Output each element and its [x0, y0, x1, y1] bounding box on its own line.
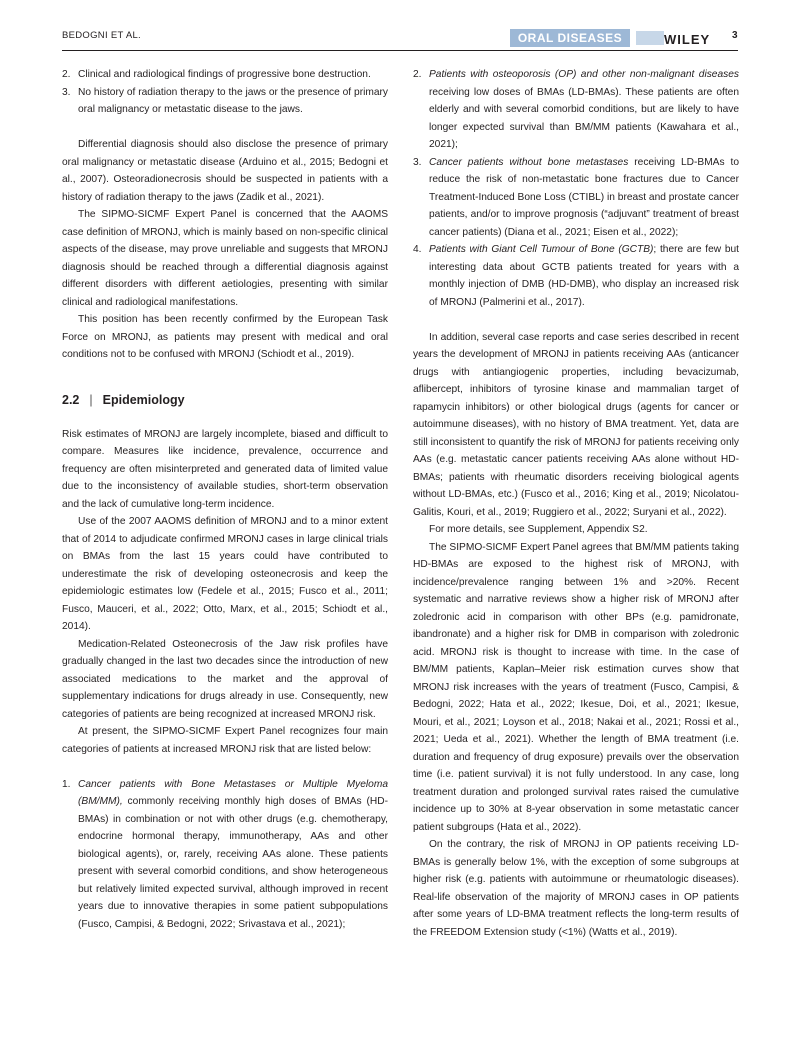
list-item [413, 66, 739, 154]
list-text: No history of radiation therapy to the jaws or the presence of primary oral malignancy or metastatic disease to the jaws. [78, 86, 388, 115]
paragraph: On the contrary, the risk of MRONJ in OP patients receiving LD-BMAs is generally below 1%, with the exception of some subgroups at higher risk (e.g. patients with autoimmune or rheumatologic diseases). Real-life observation of the majority of MRONJ cases in OP patients after some years of LD-BMA treatment reflects the long-term results of the FREEDOM Extension study (<1%) (Watts et al., 2019). [413, 839, 739, 938]
paragraph: In addition, several case reports and case series described in recent years the development of MRONJ in patients receiving AAs (anticancer drugs with antiangiogenic properties, including bevacizumab, aflibercept, inhibitors of tyrosine kinase and mammalian target of rapamycin inhibitors) or other biological drugs (agents for cancer or autoimmune diseases), with no history of BMA treatment. Yet, data are still inconsistent to quantify the risk of MRONJ for patients receiving only AAs (e.g. metastatic cancer patients receiving AAs alone without HD-BMAs; patients with rheumatic disorders receiving biological agents without LD-BMAs, etc.) (Fusco et al., 2016; King et al., 2019; Nicolatou-Galitis, Kouri, et al., 2019; Ruggiero et al., 2022; Suryani et al., 2022). [413, 331, 739, 518]
page-header [62, 30, 738, 51]
risk-category-list-continued [413, 66, 739, 311]
paragraph: At present, the SIPMO-SICMF Expert Panel recognizes four main categories of patients at increased MRONJ risk that are listed below: [62, 726, 388, 755]
list-number: 4. [413, 244, 422, 255]
paragraph: The SIPMO-SICMF Expert Panel is concerned that the AAOMS case definition of MRONJ, which is mainly based on non-specific clinical aspects of the disease, may prove unreliable and suggests that MRONJ diagnosis should be reached through a differential diagnosis against different disorders with different aetiologies, presenting with similar clinical and radiological manifestations. [62, 209, 388, 308]
category-title: Patients with Giant Cell Tumour of Bone (GCTB) [429, 244, 654, 255]
paragraph: Risk estimates of MRONJ are largely incomplete, biased and difficult to compare. Measures like incidence, prevalence, occurrence and frequency are often misinterpreted and generated data of limited value due to the inconsistency of available studies, short-term observation and the lack of cumulative long-term incidence. [62, 428, 388, 510]
journal-emblem-icon [636, 31, 664, 45]
category-text: receiving LD-BMAs to reduce the risk of non-metastatic bone fractures due to Cancer Treatment-Induced Bone Loss (CTIBL) in breast and prostate cancer patients, and/or to improve prognosis (“adjuvant” treatment of breast cancer patients) (Diana et al., 2021; Eisen et al., 2022); [429, 156, 739, 238]
list-item [62, 776, 388, 934]
running-head: BEDOGNI ET AL. [62, 30, 141, 41]
category-title: Cancer patients without bone metastases [429, 156, 629, 168]
page-number: 3 [732, 30, 738, 41]
list-item [62, 84, 388, 119]
left-column [62, 66, 388, 933]
category-title: Cancer patients with Bone Metastases or Multiple Myeloma (BM/MM), [78, 778, 388, 807]
paragraph: Differential diagnosis should also disclose the presence of primary oral malignancy or metastatic disease (Arduino et al., 2015; Bedogni et al., 2007). Osteoradionecrosis should be suspected in patients with a history of radiation therapy to the jaws (Zadik et al., 2021). [62, 139, 388, 203]
paragraph: Use of the 2007 AAOMS definition of MRONJ and to a minor extent that of 2014 to adjudicate confirmed MRONJ cases in large clinical trials on BMAs from the last 15 years could have contributed to underestimate the risk of developing osteonecrosis and keep the epidemiologic estimates low (Fedele et al., 2015; Fusco et al., 2011; Fusco, Mauceri, et al., 2022; Otto, Marx, et al., 2015; Schiodt et al., 2014). [62, 516, 388, 632]
section-number: 2.2 [62, 392, 80, 407]
list-item [413, 241, 739, 311]
category-text: receiving low doses of BMAs (LD-BMAs). These patients are often elderly and with several comorbid conditions, but are likely to have longer expected survival than BM/MM patients (Kawahara et al., 2021); [429, 86, 739, 150]
list-number: 1. [62, 778, 71, 790]
list-text: Clinical and radiological findings of progressive bone destruction. [78, 69, 371, 80]
section-title: Epidemiology [102, 392, 185, 407]
right-column [413, 66, 739, 941]
list-item [62, 66, 388, 84]
publisher-logo: WILEY [664, 32, 711, 47]
diagnosis-criteria-list [62, 66, 388, 119]
paragraph: This position has been recently confirmed by the European Task Force on MRONJ, as patients may present with medical and oral conditions not to be confused with MRONJ (Schiodt et al., 2019). [62, 314, 388, 360]
paragraph: The SIPMO-SICMF Expert Panel agrees that BM/MM patients taking HD-BMAs are exposed to the highest risk of MRONJ, with incidence/prevalence ranging between 1% and >20%. Recent systematic and narrative reviews show a higher risk of MRONJ after zoledronic acid in comparison with other BPs (e.g. pamidronate, ibandronate) and a higher risk for DMB in comparison with zoledronic acid. MRONJ risk is thought to increase with time. In the case of BM/MM patients, Kaplan–Meier risk estimation curves show that MRONJ risk increases with the years of treatment (Fusco, Campisi, & Bedogni, 2022; Hata et al., 2022; Ikesue, Doi, et al., 2021; Ikesue, Mouri, et al., 2021; Loyson et al., 2018; Nakai et al., 2021; Rossi et al., 2021; Ueda et al., 2021). Whether the length of BMA treatment (i.e. duration and frequency of drug exposure) prevails over the observation time (i.e. patient survival) it is not fully understood. In any case, long treatment duration and prolonged survival rates raised the cumulative incidence up to 30% at 8-year observation in some metastatic cancer patient subgroups (Hata et al., 2022). [413, 541, 739, 833]
section-heading [62, 392, 388, 408]
list-number: 2. [62, 69, 71, 80]
list-item [413, 154, 739, 242]
section-separator: | [89, 392, 93, 407]
paragraph: Medication-Related Osteonecrosis of the Jaw risk profiles have gradually changed in the last two decades since the introduction of new associated medications to the market and the approval of supplementary indications for drugs already in use. Consequently, new categories of patients are being recognized at increased MRONJ risk. [62, 638, 388, 720]
paragraph: For more details, see Supplement, Appendix S2. [429, 524, 648, 535]
list-number: 3. [62, 86, 71, 98]
category-text: commonly receiving monthly high doses of BMAs (HD-BMAs) in combination or not with other drugs (e.g. chemotherapy, endocrine hormonal therapy, immunotherapy, AAs and other biological agents), or, rarely, receiving AAs alone. These patients present with several comorbid conditions, and show heterogeneous but relatively limited expected survival, although improved in recent years due to innovative therapies in some patient subpopulations (Fusco, Campisi, & Bedogni, 2022; Srivastava et al., 2021); [78, 796, 388, 930]
risk-category-list [62, 776, 388, 934]
list-number: 2. [413, 69, 422, 80]
category-text: ; there are few but interesting data about GCTB patients treated for years with a monthly injection of DMB (HD-DMB), who display an increased risk of MRONJ (Palmerini et al., 2017). [429, 244, 739, 308]
journal-logo: ORAL DISEASES [510, 29, 630, 47]
list-number: 3. [413, 156, 422, 168]
category-title: Patients with osteoporosis (OP) and other non-malignant diseases [429, 69, 739, 80]
